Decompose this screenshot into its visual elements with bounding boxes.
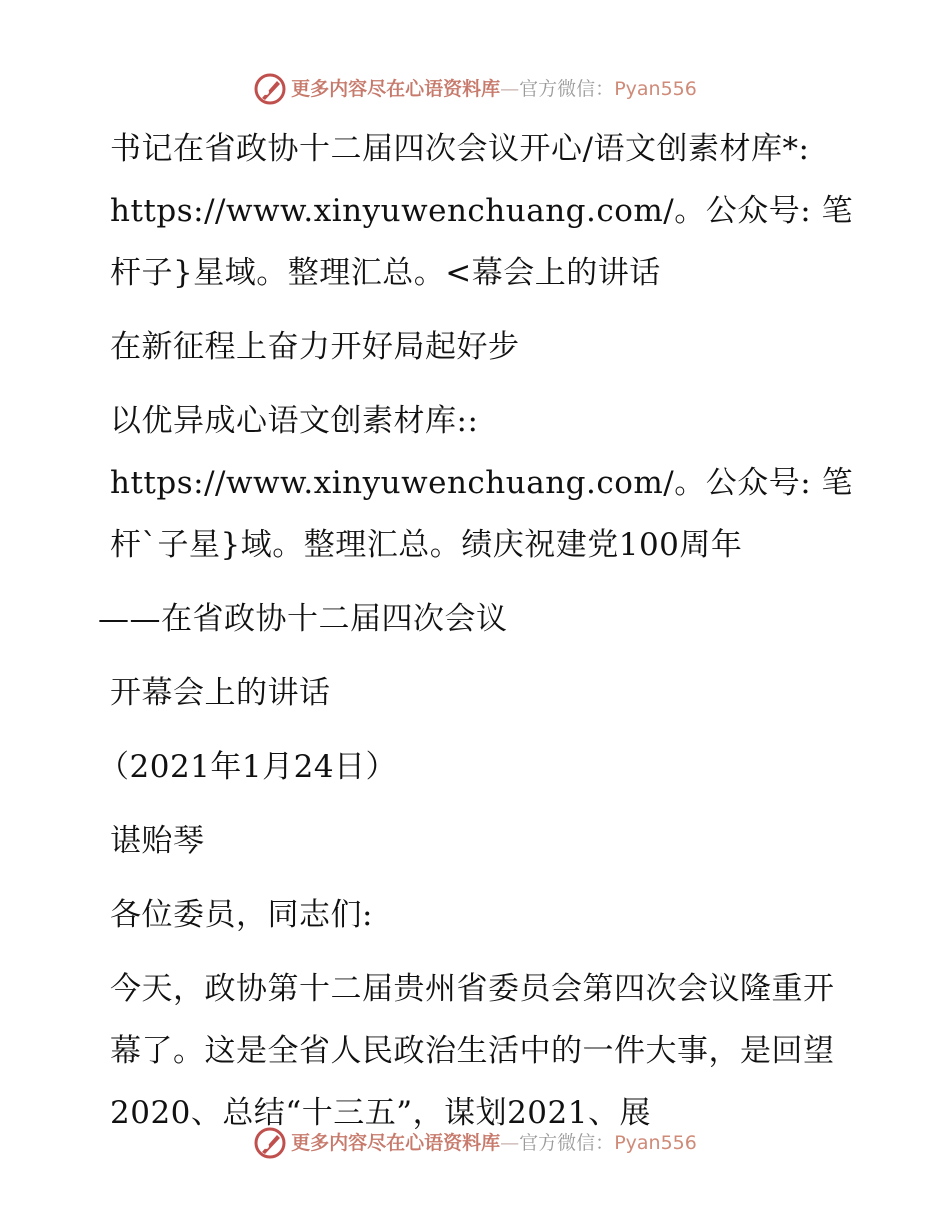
banner-wechat-id: Pyan556 xyxy=(614,1132,697,1154)
paragraph-author: 谌贻琴 xyxy=(110,823,205,859)
paragraph-body: 今天，政协第十二届贵州省委员会第四次会议隆重开幕了。这是全省人民政治生活中的一件大事，是回望2020、总结“十三五”，谋划2021、展 xyxy=(110,971,835,1131)
paragraph-date: （2021年1月24日） xyxy=(98,749,398,785)
banner-wechat-id: Pyan556 xyxy=(614,78,697,100)
footer-watermark-banner xyxy=(0,1126,950,1160)
quill-logo-icon xyxy=(253,1126,287,1160)
paragraph-3: 以优异成心语文创素材库:: https://www.xinyuwenchuang.com/。公众号: 笔杆`子星}域。整理汇总。绩庆祝建党100周年 xyxy=(110,403,854,563)
paragraph-subtitle-2: 开幕会上的讲话 xyxy=(110,675,331,711)
banner-label: 官方微信： xyxy=(519,78,615,100)
banner-label: 官方微信： xyxy=(519,1132,615,1154)
paragraph-salutation: 各位委员，同志们: xyxy=(110,897,373,933)
paragraph-1: 书记在省政协十二届四次会议开心/语文创素材库*: https://www.xinyuwenchuang.com/。公众号: 笔杆子}星域。整理汇总。<幕会上的讲话 xyxy=(110,131,854,291)
banner-dash: — xyxy=(500,78,520,100)
paragraph-subtitle: ——在省政协十二届四次会议 xyxy=(98,601,508,637)
quill-logo-icon xyxy=(253,72,287,106)
paragraph-title: 在新征程上奋力开好局起好步 xyxy=(110,329,520,365)
header-watermark-banner xyxy=(0,72,950,106)
banner-main-text: 更多内容尽在心语资料库 xyxy=(291,1132,501,1154)
document-body xyxy=(98,118,858,1156)
banner-dash: — xyxy=(500,1132,520,1154)
banner-main-text: 更多内容尽在心语资料库 xyxy=(291,78,501,100)
